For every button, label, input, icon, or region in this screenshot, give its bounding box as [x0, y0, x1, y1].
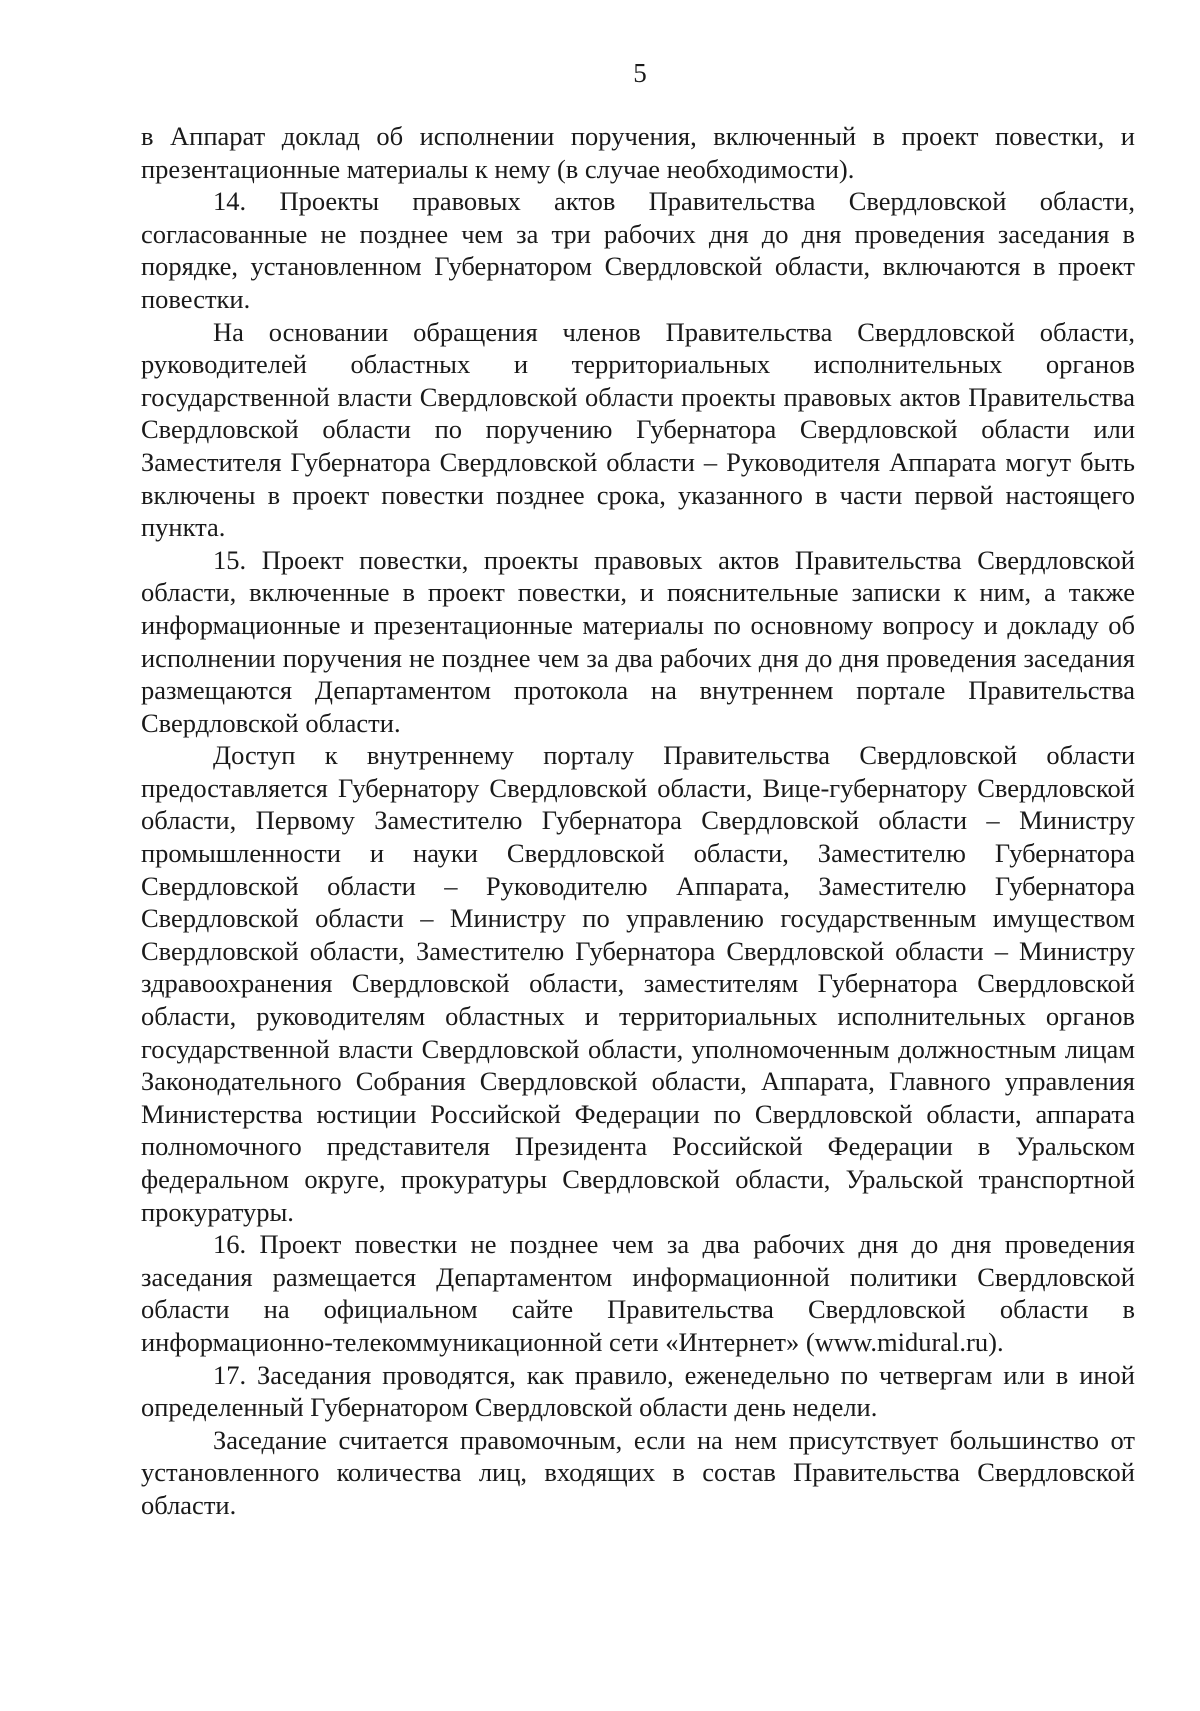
paragraph-item-17-quorum: Заседание считается правомочным, если на нем присутствует большинство от установленного количества лиц, входящих в состав Правительства Свердловской области. — [141, 1424, 1135, 1520]
paragraph-continuation: в Аппарат доклад об исполнении поручения, включенный в проект повестки, и презентационные материалы к нему (в случае необходимости). — [141, 121, 1135, 184]
paragraph-item-14: 14. Проекты правовых актов Правительства Свердловской области, согласованные не позднее чем за три рабочих дня до дня проведения заседания в порядке, установленном Губернатором Свердловской области, включаются в проект повестки. — [141, 186, 1135, 314]
paragraph-item-15-portal-access: Доступ к внутреннему порталу Правительства Свердловской области предоставляется Губернатору Свердловской области, Вице-губернатору Свердловской области, Первому Заместителю Губернатора Свердловской области – Министру промышленности и науки Свердловской области, Заместителю Губернатора Свердловской области – Руководителю Аппарата, Заместителю Губернатора Свердловской области – Министру по управлению государственным имуществом Свердловской области, Заместителю Губернатора Свердловской области – Министру здравоохранения Свердловской области, заместителям Губернатора Свердловской области, руководителям областных и территориальных исполнительных органов государственной власти Свердловской области, уполномоченным должностным лицам Законодательного Собрания Свердловской области, Аппарата, Главного управления Министерства юстиции Российской Федерации по Свердловской области, аппарата полномочного представителя Президента Российской Федерации в Уральском федеральном округе, прокуратуры Свердловской области, Уральской транспортной прокуратуры. — [141, 740, 1135, 1227]
paragraph-item-16: 16. Проект повестки не позднее чем за два рабочих дня до дня проведения заседания размещается Департаментом информационной политики Свердловской области на официальном сайте Правительства Свердловской области в информационно-телекоммуникационной сети «Интернет» (www.midural.ru). — [141, 1229, 1135, 1357]
paragraph-item-17: 17. Заседания проводятся, как правило, еженедельно по четвергам или в иной определенный Губернатором Свердловской области день недели. — [141, 1359, 1135, 1423]
document-body — [141, 120, 1135, 1522]
paragraph-item-14-part-2: На основании обращения членов Правительства Свердловской области, руководителей областных и территориальных исполнительных органов государственной власти Свердловской области проекты правовых актов Правительства Свердловской области по поручению Губернатора Свердловской области или Заместителя Губернатора Свердловской области – Руководителя Аппарата могут быть включены в проект повестки позднее срока, указанного в части первой настоящего пункта. — [141, 316, 1135, 543]
paragraph-item-15: 15. Проект повестки, проекты правовых актов Правительства Свердловской области, включенные в проект повестки, и пояснительные записки к ним, а также информационные и презентационные материалы по основному вопросу и докладу об исполнении поручения не позднее чем за два рабочих дня до дня проведения заседания размещаются Департаментом протокола на внутреннем портале Правительства Свердловской области. — [141, 544, 1135, 738]
page-number: 5 — [633, 58, 647, 88]
